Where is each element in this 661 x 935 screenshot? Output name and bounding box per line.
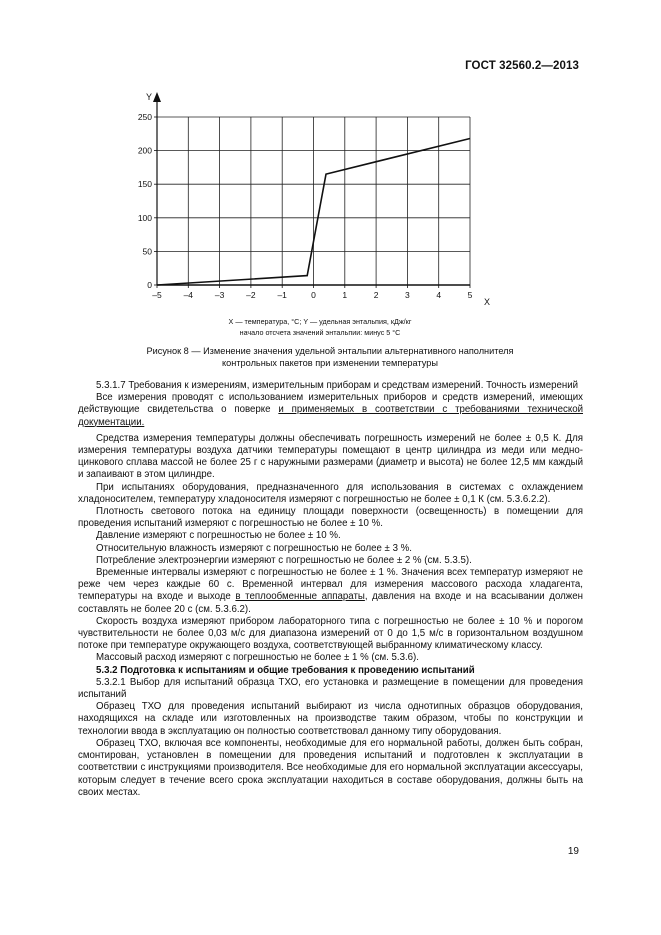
x-tick-label: –3	[214, 290, 225, 300]
y-axis-letter: Y	[146, 92, 153, 102]
paragraph-5-3-2-1: 5.3.2.1 Выбор для испытаний образца ТХО, его установка и размещение в помещении для проведения испытаний	[78, 676, 583, 701]
figure-caption	[100, 345, 560, 369]
paragraph-5-3-1-7: 5.3.1.7 Требования к измерениям, измерительным приборам и средствам измерений. Точность измерений	[96, 380, 579, 391]
x-tick-label: 2	[373, 290, 379, 300]
paragraph-air-speed: Скорость воздуха измеряют прибором лабораторного типа с погрешностью не более ± 10 % и порогом чувствительности не более 0,03 м/с для диапазона измерений от 0 до 1,5 м/с в горизонтальном воздушном потоке при температуре окружающего воздуха, соответствующей выбранному климатическому классу.	[78, 615, 583, 652]
x-tick-label: –2	[246, 290, 256, 300]
paragraph-power: Потребление электроэнергии измеряют с погрешностью не более ± 2 % (см. 5.3.5).	[96, 554, 472, 566]
x-tick-label: 5	[467, 290, 473, 300]
x-tick-label: –4	[183, 290, 194, 300]
x-tick-label: –5	[152, 290, 162, 300]
standard-number: ГОСТ 32560.2—2013	[465, 60, 579, 72]
underlined-text: в теплообменные аппараты	[235, 591, 365, 603]
paragraph-text: , давления на входе и на всасывании должен составлять не более 20 с (см. 5.3.6.2).	[78, 591, 583, 615]
paragraph-time-intervals	[78, 567, 583, 616]
enthalpy-chart	[135, 86, 505, 312]
x-tick-label: 4	[436, 290, 442, 300]
x-tick-label: 0	[311, 290, 316, 300]
chart-legend-line-1: X — температура, °С; Y — удельная энтальпия, кДж/кг	[228, 317, 412, 326]
paragraph-temperature: Средства измерения температуры должны обеспечивать погрешность измерений не более ± 0,5 К. Для измерения температуры воздуха датчики температуры помещают в центр цилиндра из меди или медно-цинкового сплава массой не более 25 г с наружными размерами (диаметр и высота) не более 12,5 мм каждый и запаивают в этом цилиндре.	[78, 432, 583, 481]
y-tick-label: 0	[147, 280, 152, 290]
x-tick-label: 1	[342, 290, 348, 300]
y-tick-label: 50	[142, 246, 152, 257]
underlined-text: и применяемых в соответствии с требованиями технической документации.	[78, 404, 583, 428]
document-body	[78, 380, 583, 799]
page-number: 19	[567, 846, 579, 857]
y-tick-label: 100	[137, 212, 152, 223]
paragraph-sample-assembly: Образец ТХО, включая все компоненты, необходимые для его нормальной работы, должен быть собран, смонтирован, установлен в помещении для проведения испытаний и подготовлен к эксплуатации в соответствии с инструкциями производителя. Все необходимые для его нормальной эксплуатации аксессуары, которым следует в течение всего срока эксплуатации находиться в составе оборудования, должны быть на своих местах.	[78, 737, 583, 798]
x-tick-label: 3	[405, 290, 410, 300]
y-axis-arrow	[153, 92, 161, 102]
paragraph-sample-selection: Образец ТХО для проведения испытаний выбирают из числа однотипных образцов оборудования, находящихся на складе или изготовленных на производстве таким образом, чтобы по конструкции и технологии ввода в эксплуатацию он полностью соответствовал данному типу оборудования.	[78, 701, 583, 737]
chart-legend-line-2: начало отсчета значений энтальпии: минус 5 °С	[239, 328, 401, 337]
paragraph-text: Все измерения проводят с использованием измерительных приборов и средств измерений, имеющих действующие свидетельства о поверке	[78, 392, 583, 416]
paragraph-measurements	[78, 392, 583, 429]
figure-caption-line-2: контрольных пакетов при изменении температуры	[222, 358, 438, 368]
figure-caption-line-1: Рисунок 8 — Изменение значения удельной энтальпии альтернативного наполнителя	[146, 346, 514, 356]
paragraph-coolant: При испытаниях оборудования, предназначенного для использования в системах с охлаждением хладоносителем, температуру хладоносителя измеряют с погрешностью не более ± 0,1 К (см. 5.3.6.2.2).	[78, 481, 583, 505]
y-tick-label: 150	[137, 179, 152, 190]
paragraph-mass-flow: Массовый расход измеряют с погрешностью не более ± 1 % (см. 5.3.6).	[96, 652, 419, 664]
section-heading-5-3-2: 5.3.2 Подготовка к испытаниям и общие требования к проведению испытаний	[96, 664, 475, 676]
x-axis-letter: X	[484, 297, 491, 307]
paragraph-illuminance: Плотность светового потока на единицу площади поверхности (освещенность) в помещении для проведения испытаний измеряют с погрешностью не более ± 10 %.	[78, 506, 583, 530]
y-tick-label: 200	[137, 145, 152, 156]
x-tick-label: –1	[277, 290, 287, 300]
paragraph-text: Временные интервалы измеряют с погрешностью не более ± 1 %. Значения всех температур измеряют не реже чем через каждые 60 с. Временной интервал для измерения массового расхода хладагента, температуры на входе и выходе	[78, 567, 583, 603]
y-tick-label: 250	[137, 112, 152, 122]
chart-grid	[157, 117, 470, 285]
paragraph-pressure: Давление измеряют с погрешностью не более ± 10 %.	[96, 530, 341, 542]
paragraph-humidity: Относительную влажность измеряют с погрешностью не более ± 3 %.	[96, 542, 412, 554]
